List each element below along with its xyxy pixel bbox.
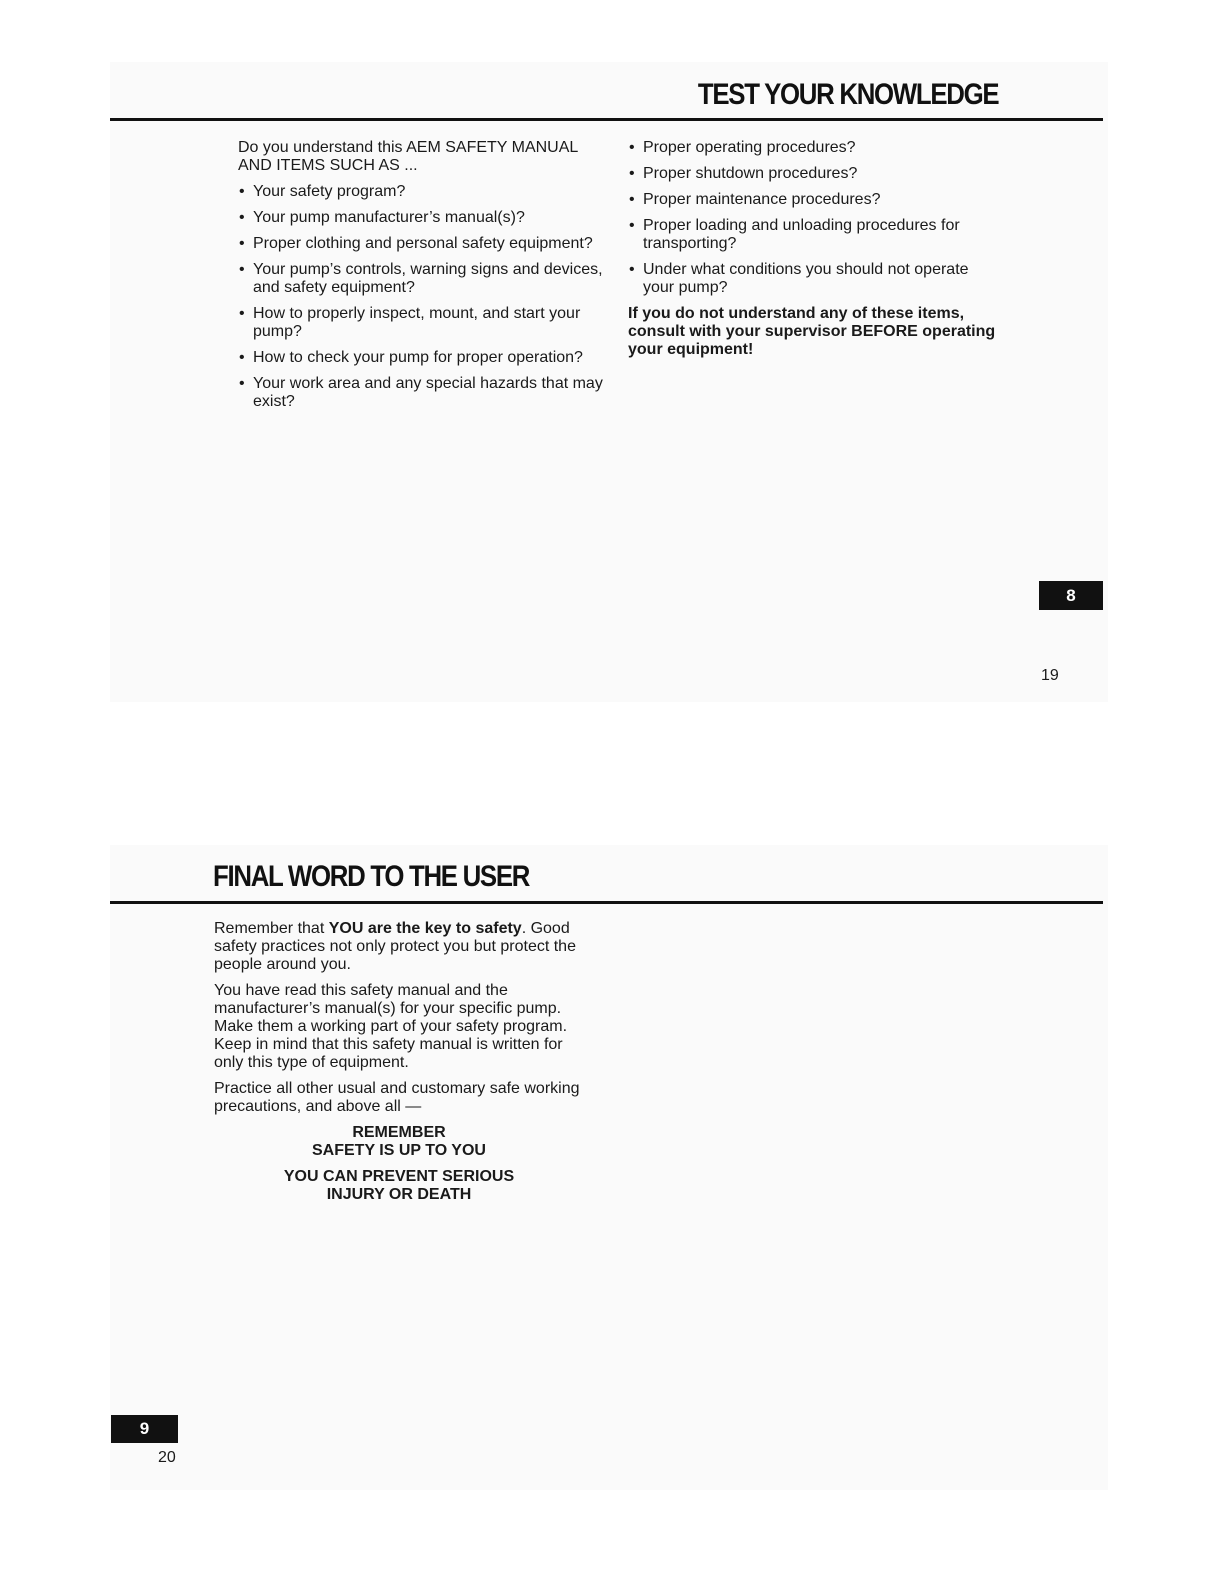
- para1-text-end: . Good safety practices not only protect you but protect the people around you.: [214, 920, 576, 973]
- para1-emphasis: YOU are the key to safety: [328, 920, 522, 937]
- page-number: 19: [1041, 667, 1059, 684]
- final-paragraph-3: Practice all other usual and customary safe working precautions, and above all —: [214, 1080, 580, 1115]
- prevent-line-1: YOU CAN PREVENT SERIOUS: [283, 1168, 515, 1185]
- list-item: • Proper shutdown procedures?: [628, 165, 998, 183]
- list-item: • Proper maintenance procedures?: [628, 191, 998, 209]
- list-item: • How to properly inspect, mount, and start your pump?: [238, 305, 608, 341]
- page-number: 20: [158, 1449, 176, 1466]
- list-item: • Proper loading and unloading procedures for transporting?: [628, 217, 998, 253]
- para1-text: Remember that: [214, 920, 329, 937]
- list-item: • Proper operating procedures?: [628, 139, 998, 157]
- prevent-callout: [214, 1168, 584, 1204]
- supervisor-warning: If you do not understand any of these items, consult with your supervisor BEFORE operating your equipment!: [628, 305, 996, 358]
- final-paragraph-2: You have read this safety manual and the manufacturer’s manual(s) for your specific pump. Make them a working part of your safety program. Keep in mind that this safety manual is written for only this type of equipment.: [214, 982, 568, 1071]
- list-item: • Your pump’s controls, warning signs and devices, and safety equipment?: [238, 261, 608, 297]
- knowledge-right-list: [628, 139, 998, 297]
- knowledge-right-column: [628, 139, 998, 359]
- section-tab-9: 9: [111, 1415, 178, 1443]
- final-word-column: [214, 920, 594, 1212]
- remember-line-2: SAFETY IS UP TO YOU: [312, 1142, 486, 1159]
- list-item: • Your safety program?: [238, 183, 608, 201]
- list-item: • Proper clothing and personal safety equipment?: [238, 235, 608, 253]
- prevent-line-2: INJURY OR DEATH: [326, 1186, 472, 1203]
- remember-line-1: REMEMBER: [352, 1124, 446, 1141]
- section-tab-8: 8: [1039, 581, 1103, 610]
- final-paragraph-1: [214, 920, 594, 974]
- remember-callout: [214, 1124, 584, 1160]
- list-item: • Your pump manufacturer’s manual(s)?: [238, 209, 608, 227]
- knowledge-intro: Do you understand this AEM SAFETY MANUAL AND ITEMS SUCH AS ...: [238, 139, 578, 174]
- test-your-knowledge-heading: TEST YOUR KNOWLEDGE: [697, 78, 998, 111]
- list-item: • Your work area and any special hazards that may exist?: [238, 375, 608, 411]
- knowledge-left-list: [238, 183, 608, 411]
- section-rule: [110, 901, 1103, 904]
- knowledge-left-column: [238, 139, 608, 419]
- list-item: • How to check your pump for proper operation?: [238, 349, 608, 367]
- list-item: • Under what conditions you should not operate your pump?: [628, 261, 998, 297]
- final-word-heading: FINAL WORD TO THE USER: [213, 860, 530, 893]
- section-rule: [110, 118, 1103, 121]
